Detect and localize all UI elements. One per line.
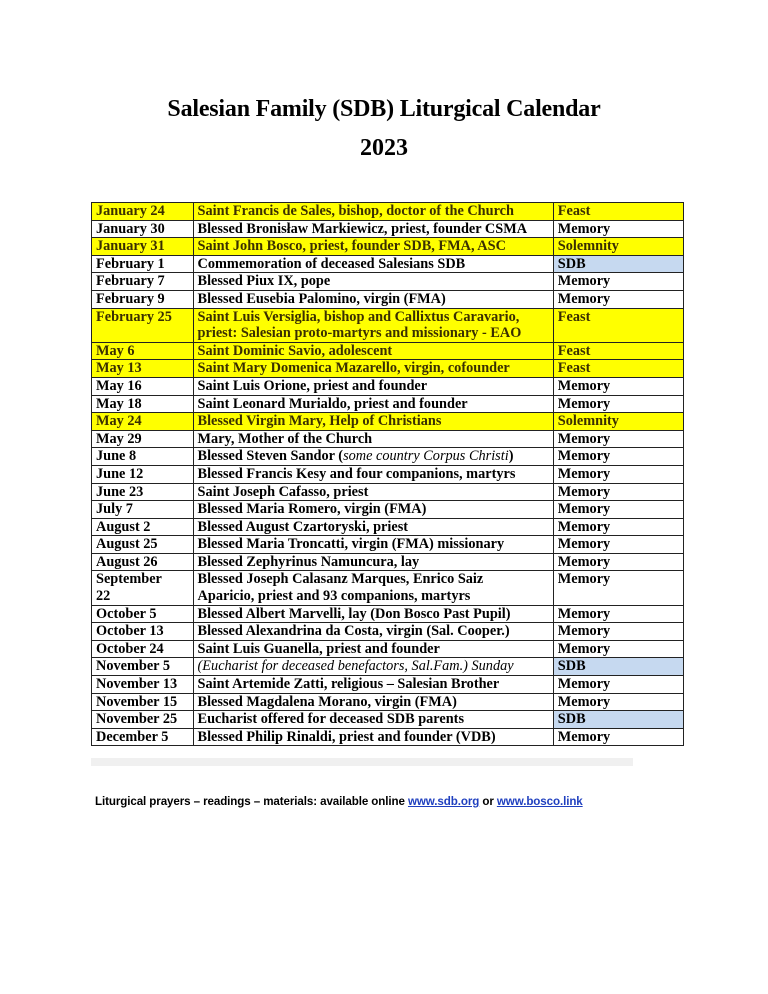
table-row [92,728,684,746]
table-row [92,605,684,623]
observance-cell: Blessed Philip Rinaldi, priest and founder (VDB) [193,728,553,746]
rank-cell: Memory [553,483,683,501]
rank-cell: Memory [553,553,683,571]
observance-cell: Blessed August Czartoryski, priest [193,518,553,536]
observance-cell: Saint Mary Domenica Mazarello, virgin, cofounder [193,360,553,378]
table-row [92,483,684,501]
observance-cell: Saint Francis de Sales, bishop, doctor of the Church [193,203,553,221]
table-row [92,658,684,676]
table-row [92,413,684,431]
date-cell: February 7 [92,273,194,291]
rank-cell: SDB [553,658,683,676]
table-row [92,553,684,571]
rank-cell: Memory [553,518,683,536]
observance-cell: Saint Joseph Cafasso, priest [193,483,553,501]
rank-cell: Memory [553,501,683,519]
rank-cell: Memory [553,377,683,395]
observance-cell: Blessed Virgin Mary, Help of Christians [193,413,553,431]
date-cell: November 15 [92,693,194,711]
rank-cell: Feast [553,342,683,360]
observance-cell: Blessed Albert Marvelli, lay (Don Bosco Past Pupil) [193,605,553,623]
rank-cell: Memory [553,676,683,694]
date-cell: May 24 [92,413,194,431]
table-row [92,273,684,291]
table-row [92,465,684,483]
observance-cell: Blessed Alexandrina da Costa, virgin (Sal. Cooper.) [193,623,553,641]
table-row [92,308,684,342]
observance-cell: Saint John Bosco, priest, founder SDB, FMA, ASC [193,238,553,256]
observance-cell: Blessed Maria Romero, virgin (FMA) [193,501,553,519]
rank-cell: Memory [553,693,683,711]
date-cell: November 25 [92,711,194,729]
date-cell: May 18 [92,395,194,413]
observance-cell: Blessed Magdalena Morano, virgin (FMA) [193,693,553,711]
rank-cell: Memory [553,290,683,308]
observance-cell: (Eucharist for deceased benefactors, Sal.Fam.) Sunday [193,658,553,676]
rank-cell: Memory [553,536,683,554]
observance-cell: Blessed Steven Sandor (some country Corpus Christi) [193,448,553,466]
table-row [92,342,684,360]
observance-cell: Saint Leonard Murialdo, priest and founder [193,395,553,413]
observance-cell: Saint Artemide Zatti, religious – Salesian Brother [193,676,553,694]
observance-cell: Saint Dominic Savio, adolescent [193,342,553,360]
rank-cell: Memory [553,640,683,658]
date-cell: May 6 [92,342,194,360]
rank-cell: Solemnity [553,238,683,256]
rank-cell: Feast [553,308,683,342]
table-row [92,640,684,658]
rank-cell: Memory [553,605,683,623]
date-cell: October 13 [92,623,194,641]
observance-cell: Blessed Eusebia Palomino, virgin (FMA) [193,290,553,308]
observance-cell: Blessed Francis Kesy and four companions, martyrs [193,465,553,483]
observance-cell: Saint Luis Versiglia, bishop and Callixtus Caravario, priest: Salesian proto-martyrs and missionary - EAO [193,308,553,342]
footer-text: Liturgical prayers – readings – materials: available online [95,795,408,808]
date-cell: January 24 [92,203,194,221]
date-cell: January 31 [92,238,194,256]
date-cell: February 9 [92,290,194,308]
date-cell: February 25 [92,308,194,342]
table-row [92,693,684,711]
table-row [92,255,684,273]
table-row [92,220,684,238]
table-row [92,395,684,413]
rank-cell: Memory [553,448,683,466]
date-cell: May 13 [92,360,194,378]
rank-cell: SDB [553,255,683,273]
link-bosco-link[interactable]: www.bosco.link [496,795,583,808]
date-cell: September 22 [92,571,194,605]
date-cell: August 2 [92,518,194,536]
table-shadow-bar [91,758,633,766]
rank-cell: Memory [553,623,683,641]
table-row [92,518,684,536]
rank-cell: Memory [553,395,683,413]
date-cell: June 12 [92,465,194,483]
date-cell: July 7 [92,501,194,519]
rank-cell: SDB [553,711,683,729]
page-title: Salesian Family (SDB) Liturgical Calendar [167,96,601,122]
rank-cell: Memory [553,273,683,291]
date-cell: November 5 [92,658,194,676]
date-cell: May 16 [92,377,194,395]
observance-cell: Mary, Mother of the Church [193,430,553,448]
observance-cell: Commemoration of deceased Salesians SDB [193,255,553,273]
rank-cell: Memory [553,728,683,746]
rank-cell: Solemnity [553,413,683,431]
observance-cell: Saint Luis Guanella, priest and founder [193,640,553,658]
observance-cell: Blessed Maria Troncatti, virgin (FMA) missionary [193,536,553,554]
date-cell: February 1 [92,255,194,273]
page-year: 2023 [360,135,408,161]
date-cell: May 29 [92,430,194,448]
observance-cell: Blessed Joseph Calasanz Marques, Enrico Saiz Aparicio, priest and 93 companions, martyrs [193,571,553,605]
date-cell: October 24 [92,640,194,658]
table-row [92,536,684,554]
table-row [92,377,684,395]
rank-cell: Feast [553,360,683,378]
observance-cell: Blessed Zephyrinus Namuncura, lay [193,553,553,571]
observance-cell: Blessed Bronisław Markiewicz, priest, founder CSMA [193,220,553,238]
table-row [92,623,684,641]
table-row [92,238,684,256]
table-row [92,203,684,221]
rank-cell: Memory [553,465,683,483]
table-row [92,290,684,308]
rank-cell: Memory [553,571,683,605]
date-cell: January 30 [92,220,194,238]
date-cell: October 5 [92,605,194,623]
date-cell: June 8 [92,448,194,466]
calendar-table [91,202,684,746]
observance-cell: Blessed Piux IX, pope [193,273,553,291]
table-row [92,360,684,378]
rank-cell: Feast [553,203,683,221]
date-cell: December 5 [92,728,194,746]
date-cell: August 26 [92,553,194,571]
observance-cell: Saint Luis Orione, priest and founder [193,377,553,395]
date-cell: June 23 [92,483,194,501]
table-row [92,676,684,694]
rank-cell: Memory [553,430,683,448]
table-row [92,448,684,466]
date-cell: November 13 [92,676,194,694]
table-row [92,430,684,448]
rank-cell: Memory [553,220,683,238]
table-row [92,571,684,605]
footer-or: or [479,795,497,808]
link-sdb-org[interactable]: www.sdb.org [407,795,480,808]
date-cell: August 25 [92,536,194,554]
table-row [92,711,684,729]
observance-cell: Eucharist offered for deceased SDB parents [193,711,553,729]
table-row [92,501,684,519]
footer-note [95,795,583,808]
